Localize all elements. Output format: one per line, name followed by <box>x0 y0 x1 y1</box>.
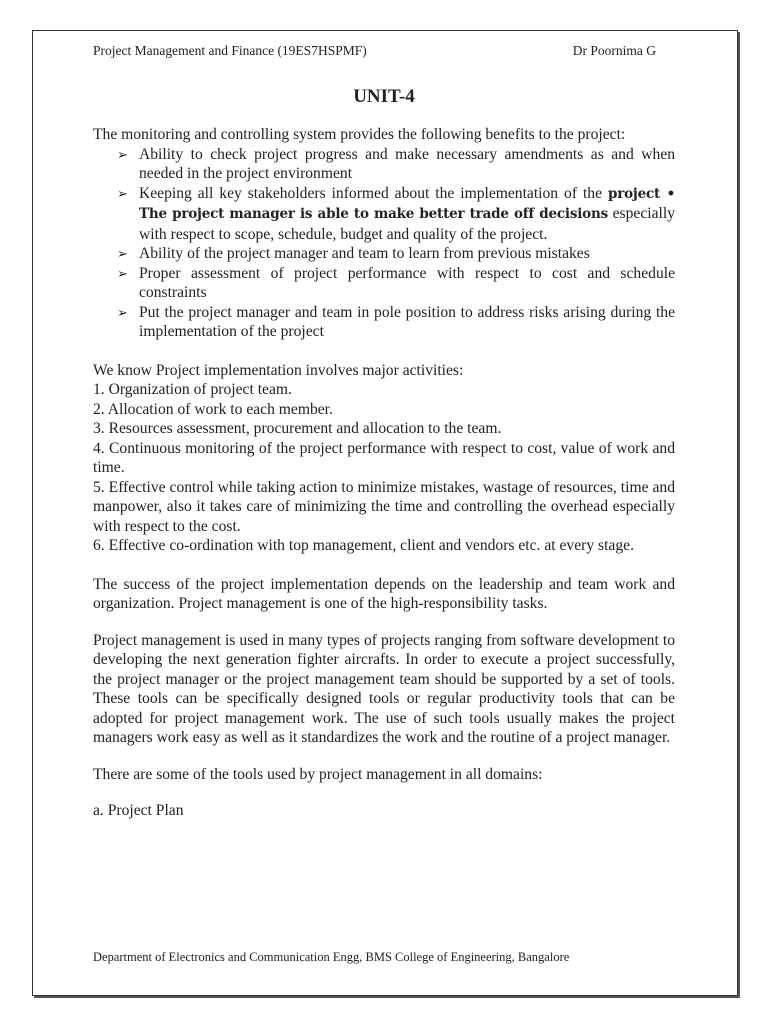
project-plan-item: a. Project Plan <box>93 802 184 819</box>
author-name: Dr Poornima G <box>572 43 656 58</box>
list-item: 6. Effective co-ordination with top management, client and vendors etc. at every stage. <box>93 537 634 554</box>
success-paragraph: The success of the project implementation depends on the leadership and team work and organization. Project management is one of the high-responsibility tasks. <box>93 575 675 612</box>
list-item: 2. Allocation of work to each member. <box>93 400 333 418</box>
arrow-bullet-icon: ➢ <box>117 265 128 281</box>
activities-intro: We know Project implementation involves major activities: <box>93 361 464 379</box>
page-footer: Department of Electronics and Communication Engg, BMS College of Engineering, Bangalore <box>93 950 570 964</box>
arrow-bullet-icon: ➢ <box>117 185 128 201</box>
activities-section <box>93 361 675 556</box>
list-item: 5. Effective control while taking action to minimize mistakes, wastage of resources, time and manpower, also it takes care of minimizing the time and controlling the overhead especially with respect to the cost. <box>93 478 675 535</box>
intro-paragraph: The monitoring and controlling system provides the following benefits to the project: <box>93 126 626 143</box>
arrow-bullet-icon: ➢ <box>117 246 128 261</box>
domains-paragraph: There are some of the tools used by project management in all domains: <box>93 765 543 783</box>
bold-text-segment: project • The project manager is able to make better trade off decisions <box>139 185 675 222</box>
document-body <box>93 125 675 821</box>
arrow-bullet-icon: ➢ <box>117 304 128 320</box>
list-item: ➢ Keeping all key stakeholders informed about the implementation of the project • The project manager is able to make better trade off decisions especially with respect to scope, schedule, budget and quality of the project. <box>117 184 675 243</box>
list-item: ➢ Put the project manager and team in pole position to address risks arising during the implementation of the project <box>117 303 675 340</box>
unit-title: UNIT-4 <box>353 86 415 107</box>
course-title: Project Management and Finance (19ES7HSPMF) <box>93 43 367 58</box>
arrow-bullet-icon: ➢ <box>117 146 128 162</box>
list-item: 1. Organization of project team. <box>93 381 292 398</box>
page-header <box>93 43 656 59</box>
list-item: ➢ Ability to check project progress and make necessary amendments as and when needed in the project environment <box>117 145 675 182</box>
list-item: ➢ Ability of the project manager and team to learn from previous mistakes <box>117 245 590 262</box>
list-item: 3. Resources assessment, procurement and allocation to the team. <box>93 420 502 437</box>
benefits-list <box>93 145 675 342</box>
tools-paragraph: Project management is used in many types of projects ranging from software development to developing the next generation fighter aircrafts. In order to execute a project successfully, the project manager or the project management team should be supported by a set of tools. These tools can be specifically designed tools or regular productivity tools that can be adopted for project management work. The use of such tools usually makes the project managers work easy as well as it standardizes the work and the routine of a project manager. <box>93 631 675 746</box>
list-item: ➢ Proper assessment of project performance with respect to cost and schedule constraints <box>117 264 675 301</box>
list-item: 4. Continuous monitoring of the project performance with respect to cost, value of work and time. <box>93 439 675 476</box>
